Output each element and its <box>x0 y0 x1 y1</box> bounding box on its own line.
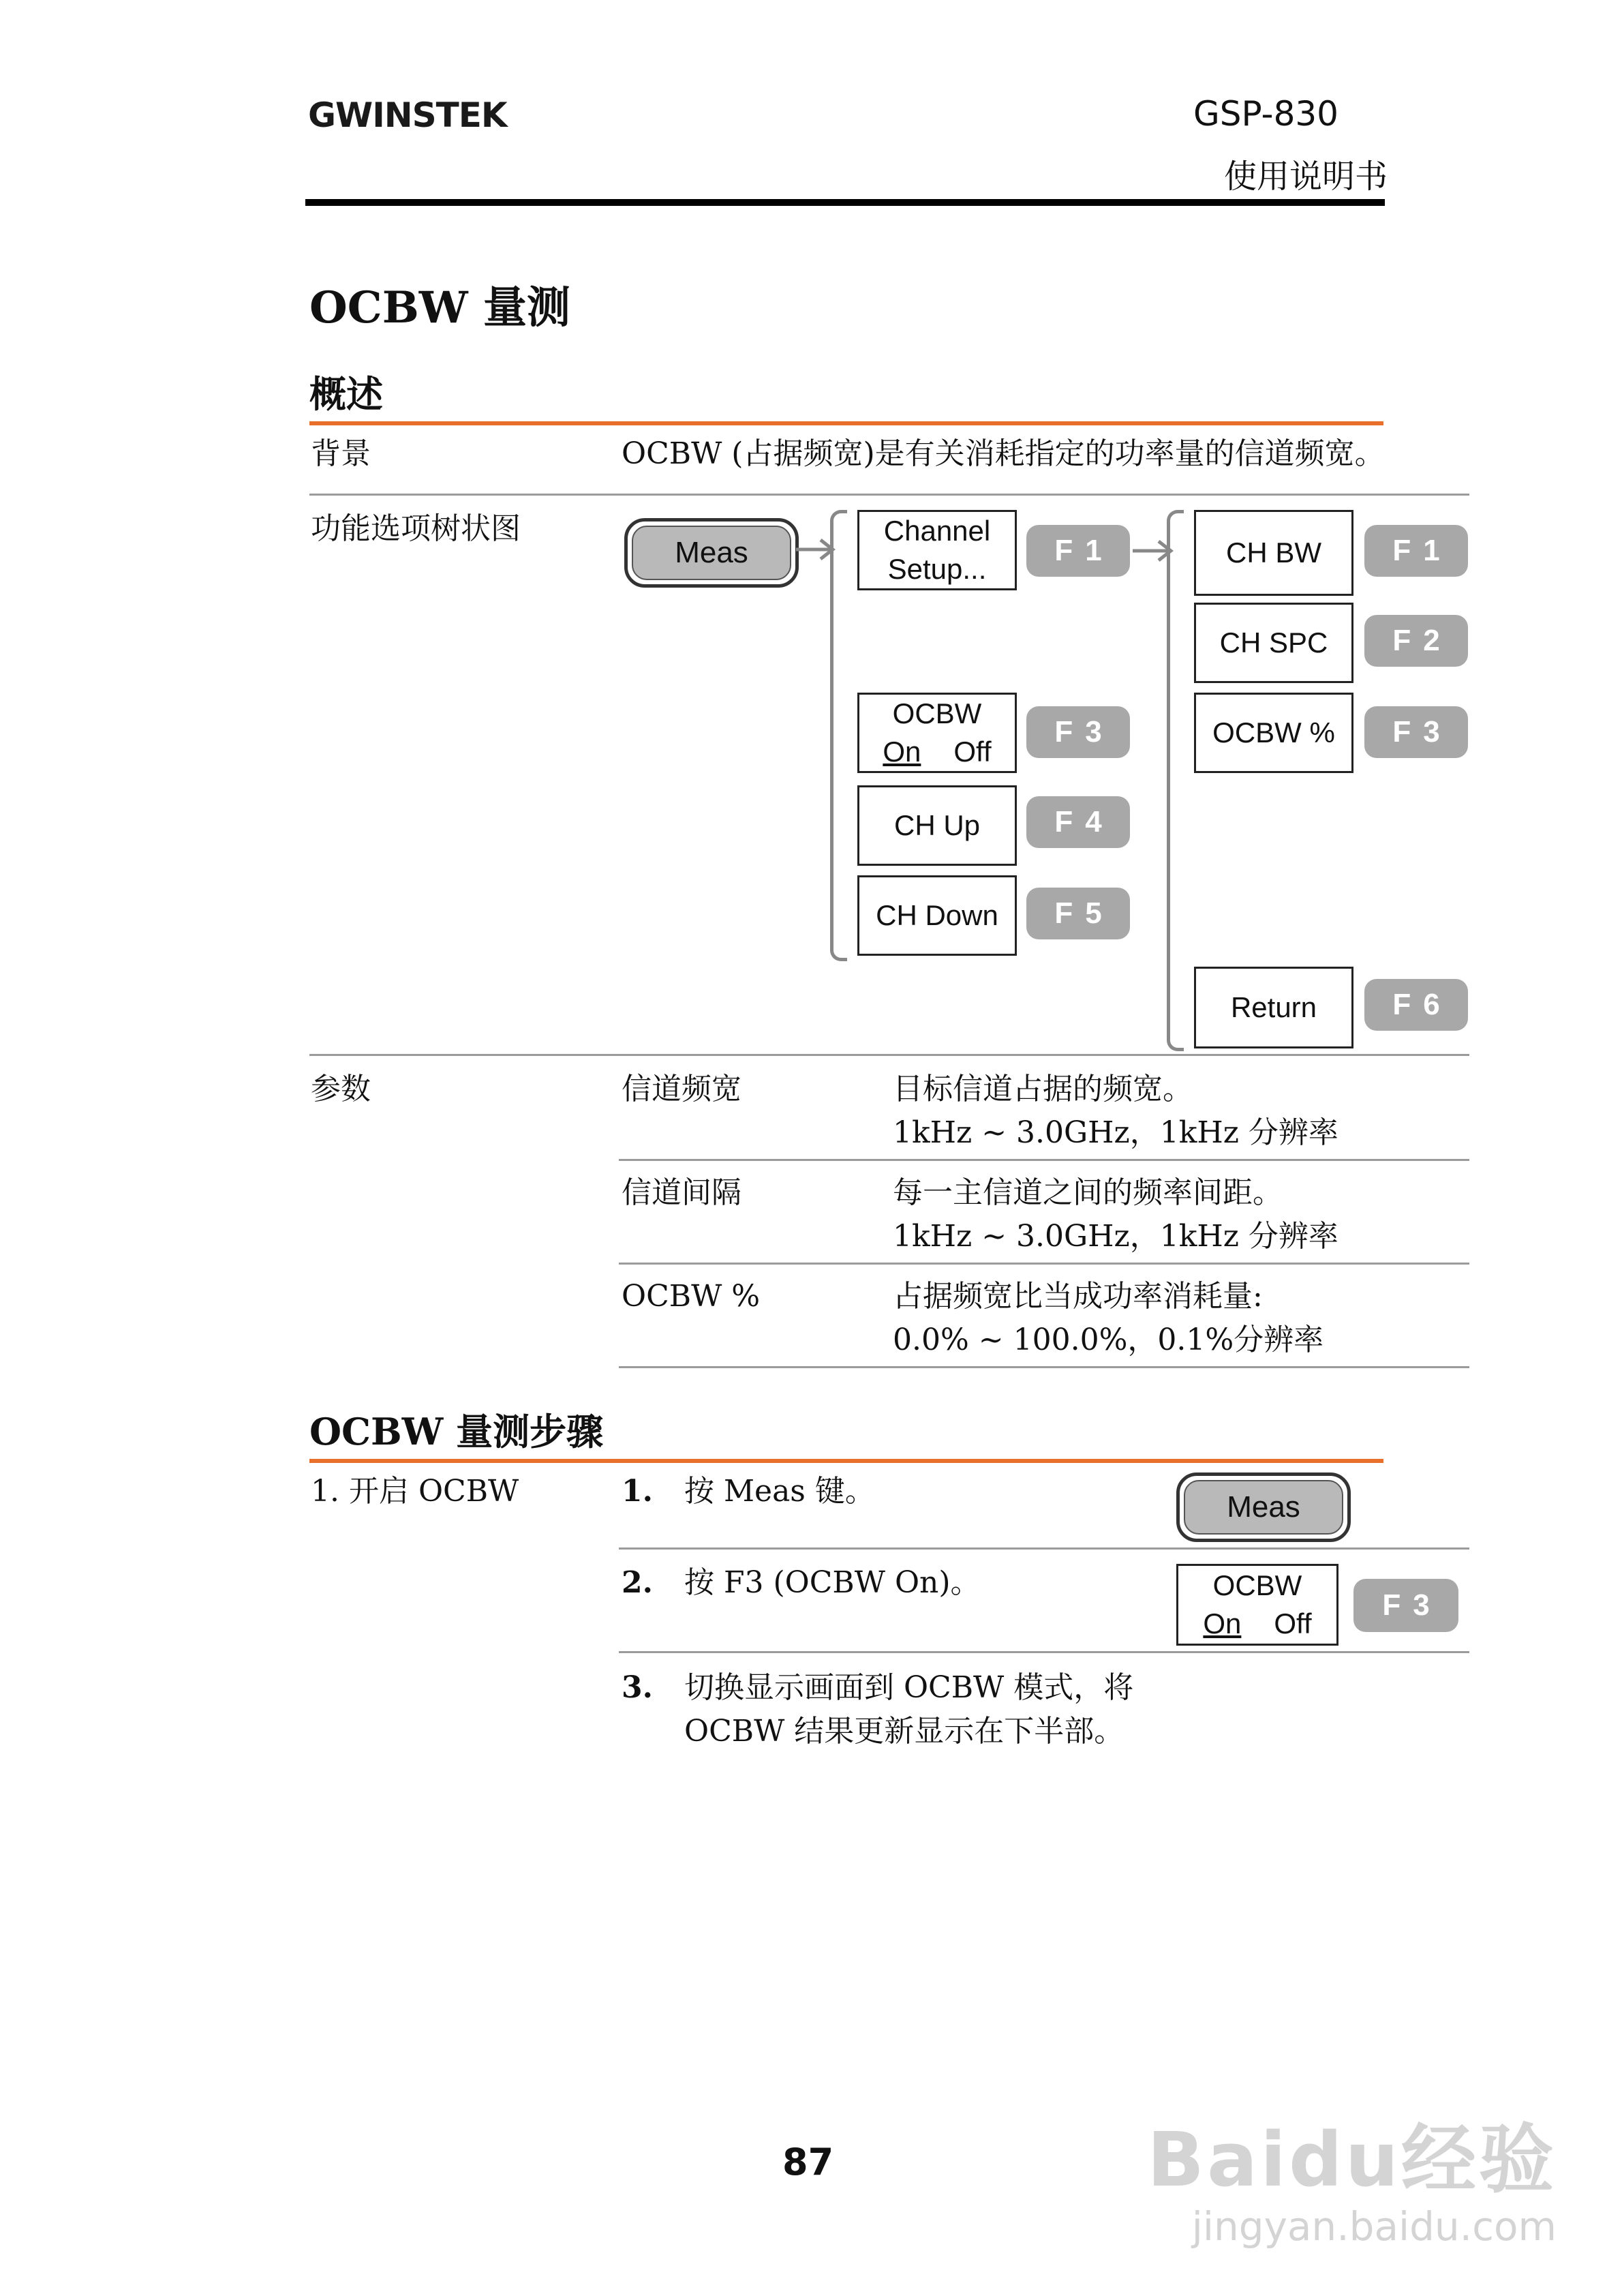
param-desc: 每一主信道之间的频率间距。 <box>893 1175 1283 1210</box>
meas-key[interactable] <box>624 518 799 588</box>
step-text: OCBW 结果更新显示在下半部。 <box>684 1714 1124 1749</box>
arrow-icon <box>795 534 836 564</box>
step-number: 3. <box>622 1670 653 1705</box>
header-rule <box>305 199 1385 206</box>
softkey-label: Return <box>1230 991 1317 1023</box>
softkey-return[interactable] <box>1194 967 1353 1048</box>
steps-rule <box>309 1459 1383 1463</box>
brand-logo: GWINSTEK <box>308 95 507 135</box>
param-name: 信道间隔 <box>622 1175 741 1210</box>
param-range: 1kHz ~ 3.0GHz，1kHz 分辨率 <box>893 1115 1338 1150</box>
softkey-ocbw-toggle[interactable] <box>857 693 1017 773</box>
softkey-ocbw-toggle[interactable] <box>1176 1564 1338 1646</box>
param-desc: 目标信道占据的频宽。 <box>893 1072 1193 1106</box>
manual-title: 使用说明书 <box>1223 157 1388 196</box>
param-range: 1kHz ~ 3.0GHz，1kHz 分辨率 <box>893 1219 1338 1254</box>
param-desc: 占据频宽比当成功率消耗量: <box>893 1279 1263 1314</box>
softkey-ocbw-percent[interactable] <box>1194 693 1353 773</box>
meas-key[interactable] <box>1176 1472 1351 1542</box>
step-text: 按 F3 (OCBW On)。 <box>684 1565 981 1600</box>
softkey-ch-bw[interactable] <box>1194 510 1353 596</box>
param-name: 信道频宽 <box>622 1072 741 1106</box>
watermark-url: jingyan.baidu.com <box>1191 2203 1557 2250</box>
row-divider <box>619 1366 1469 1368</box>
row-divider <box>309 494 1469 496</box>
softkey-label: Channel <box>883 515 991 547</box>
param-range: 0.0% ~ 100.0%，0.1%分辨率 <box>893 1323 1324 1357</box>
softkey-label: CH SPC <box>1219 626 1328 659</box>
row-divider <box>619 1159 1469 1161</box>
page-number: 87 <box>782 2141 834 2184</box>
step-item-label: 1. 开启 OCBW <box>311 1474 519 1509</box>
page-title: OCBW 量测 <box>309 282 570 333</box>
f1-key[interactable]: F1 <box>1364 525 1468 577</box>
softkey-label: CH BW <box>1226 537 1321 569</box>
f2-key[interactable]: F2 <box>1364 615 1468 667</box>
f1-key[interactable]: F1 <box>1026 525 1130 577</box>
steps-heading: OCBW 量测步骤 <box>309 1410 604 1453</box>
softkey-label: CH Up <box>893 809 981 841</box>
row-divider <box>309 1054 1469 1056</box>
softkey-label: Setup... <box>887 553 987 585</box>
tree-label: 功能选项树状图 <box>311 511 521 546</box>
row-divider <box>619 1263 1469 1265</box>
step-text: 切换显示画面到 OCBW 模式，将 <box>684 1670 1134 1705</box>
softkey-ch-spc[interactable] <box>1194 603 1353 683</box>
off-option: Off <box>1274 1607 1312 1640</box>
f4-key[interactable]: F4 <box>1026 796 1130 848</box>
softkey-channel-setup[interactable] <box>857 510 1017 590</box>
menu-bracket <box>830 510 847 961</box>
softkey-label: OCBW % <box>1212 716 1335 749</box>
overview-rule <box>309 421 1383 425</box>
on-option: On <box>883 736 921 768</box>
on-option: On <box>1203 1607 1242 1640</box>
watermark <box>1147 2100 1557 2250</box>
background-text: OCBW (占据频宽)是有关消耗指定的功率量的信道频宽。 <box>622 436 1385 471</box>
step-text: 按 Meas 键。 <box>684 1474 875 1509</box>
softkey-label: OCBW <box>892 697 982 729</box>
meas-key-label: Meas <box>632 526 791 580</box>
row-divider <box>619 1547 1469 1550</box>
f3-key[interactable]: F3 <box>1364 706 1468 758</box>
off-option: Off <box>953 736 992 768</box>
softkey-ch-down[interactable] <box>857 875 1017 956</box>
f6-key[interactable]: F6 <box>1364 979 1468 1031</box>
f3-key[interactable]: F3 <box>1026 706 1130 758</box>
model-number: GSP-830 <box>1193 94 1338 134</box>
step-number: 2. <box>622 1565 653 1600</box>
step-number: 1. <box>622 1474 653 1509</box>
watermark-brand: Baidu经验 <box>1147 2116 1557 2203</box>
submenu-bracket <box>1167 510 1184 1051</box>
meas-key-label: Meas <box>1184 1480 1343 1535</box>
f3-key[interactable]: F3 <box>1353 1579 1458 1632</box>
softkey-label: CH Down <box>876 899 998 931</box>
f5-key[interactable]: F5 <box>1026 888 1130 939</box>
background-label: 背景 <box>311 436 371 471</box>
params-label: 参数 <box>311 1072 371 1106</box>
param-name: OCBW % <box>622 1279 761 1314</box>
overview-heading: 概述 <box>309 372 383 416</box>
row-divider <box>619 1651 1469 1653</box>
softkey-label: OCBW <box>1212 1569 1302 1601</box>
softkey-ch-up[interactable] <box>857 785 1017 866</box>
